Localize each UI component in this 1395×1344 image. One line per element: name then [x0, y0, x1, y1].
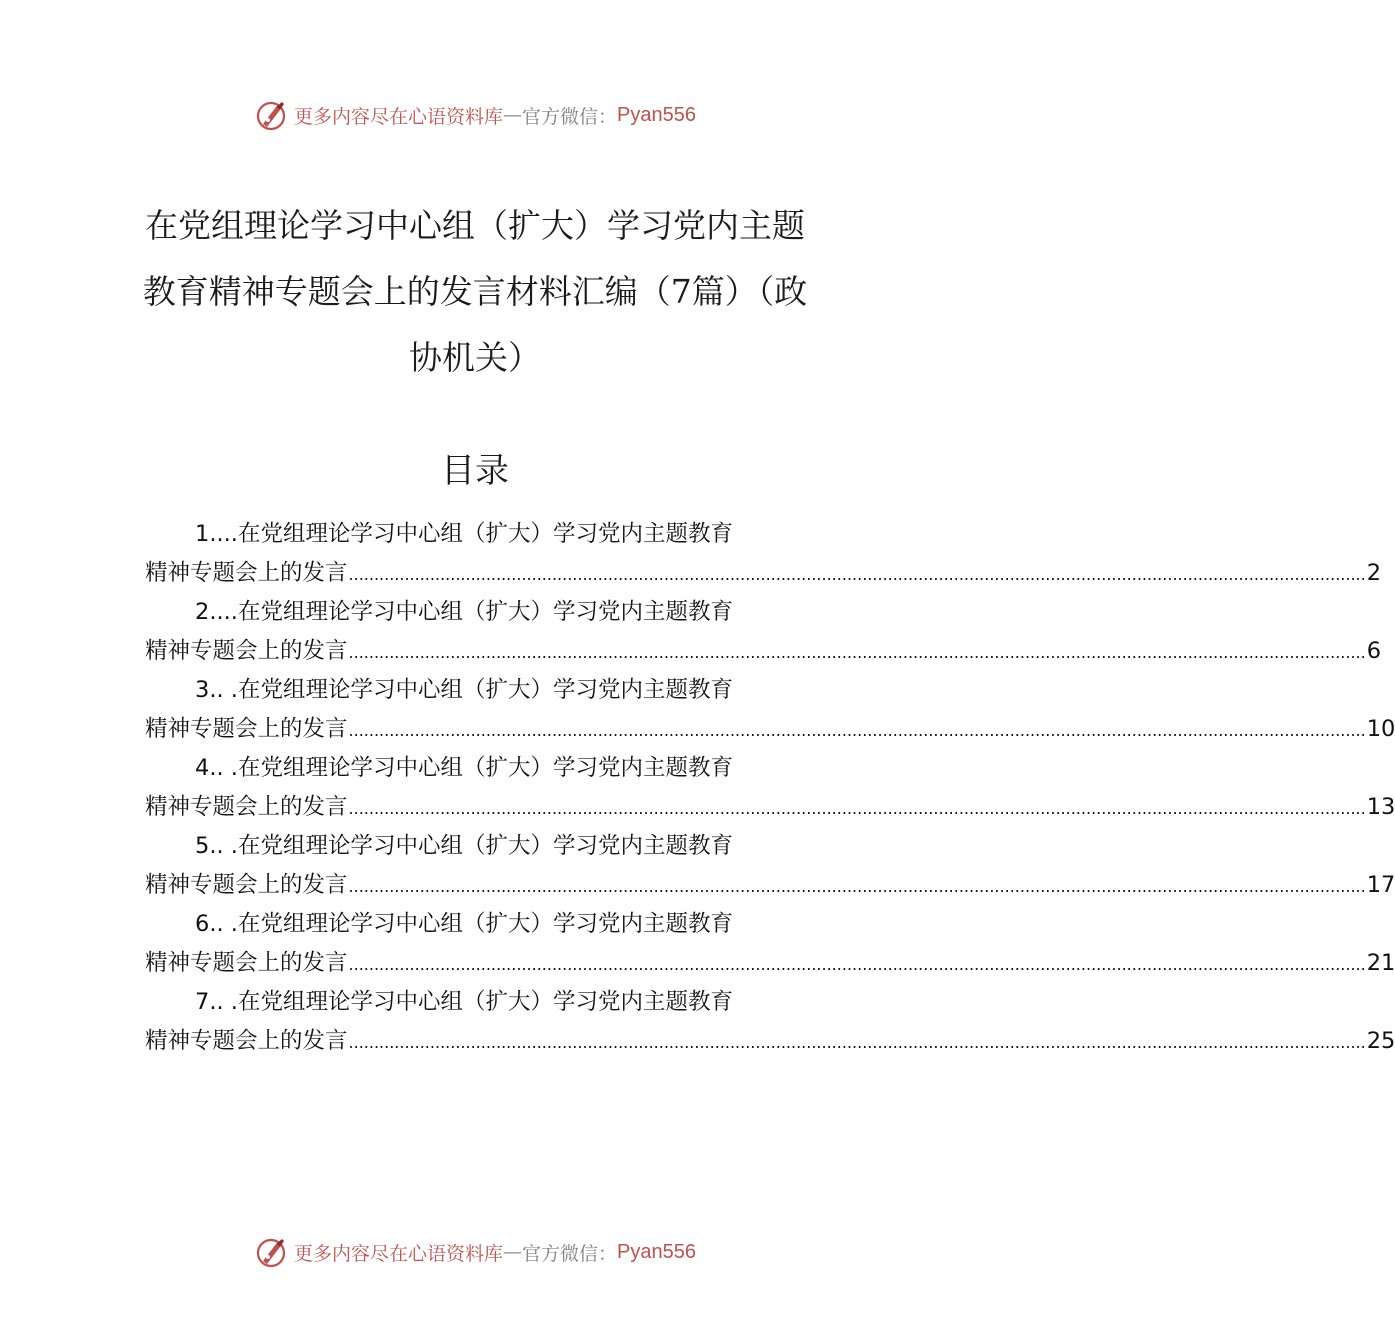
watermark-banner-top: [0, 95, 950, 135]
toc-entry-title: 在党组理论学习中心组（扩大）学习党内主题教育: [237, 755, 733, 781]
toc-entry-title: 在党组理论学习中心组（扩大）学习党内主题教育: [237, 911, 733, 937]
toc-page-number: 21: [1366, 950, 1395, 976]
toc-dot-leader: ........................................................................................................................................................................................................: [348, 565, 1366, 584]
watermark-text: 更多内容尽在心语资料库: [294, 1242, 504, 1265]
table-of-contents: [145, 515, 1395, 1061]
toc-entry-number: 7.. .: [195, 989, 238, 1015]
toc-dot-leader: ........................................................................................................................................................................................................: [348, 721, 1366, 740]
watermark-banner-bottom: [0, 1232, 950, 1272]
toc-dot-leader: ........................................................................................................................................................................................................: [348, 955, 1366, 974]
watermark-separator: —: [503, 1241, 523, 1263]
toc-entry-5[interactable]: [145, 827, 1395, 905]
fountain-pen-logo-icon: [254, 98, 288, 132]
toc-dot-leader: ........................................................................................................................................................................................................: [348, 643, 1366, 662]
watermark-wechat-label: 官方微信：: [522, 1242, 618, 1265]
toc-page-number: 17: [1366, 872, 1395, 898]
toc-dot-leader: ........................................................................................................................................................................................................: [348, 799, 1366, 818]
toc-entry-title: 在党组理论学习中心组（扩大）学习党内主题教育: [237, 521, 733, 547]
toc-entry-number: 2....: [195, 599, 238, 625]
toc-entry-title-cont: 精神专题会上的发言: [145, 794, 348, 820]
toc-entry-title: 在党组理论学习中心组（扩大）学习党内主题教育: [237, 833, 733, 859]
toc-dot-leader: ........................................................................................................................................................................................................: [348, 1033, 1366, 1052]
watermark-wechat-id: Pyan556: [617, 1240, 696, 1263]
toc-entry-4[interactable]: [145, 749, 1395, 827]
toc-entry-title-cont: 精神专题会上的发言: [145, 638, 348, 664]
toc-entry-7[interactable]: [145, 983, 1395, 1061]
toc-entry-title-cont: 精神专题会上的发言: [145, 560, 348, 586]
toc-entry-number: 5.. .: [195, 833, 238, 859]
toc-entry-title: 在党组理论学习中心组（扩大）学习党内主题教育: [237, 989, 733, 1015]
toc-page-number: 25: [1366, 1028, 1395, 1054]
document-title: 在党组理论学习中心组（扩大）学习党内主题教育精神专题会上的发言材料汇编（7篇）（政协机关）: [142, 206, 808, 377]
toc-entry-title-cont: 精神专题会上的发言: [145, 872, 348, 898]
watermark-wechat-id: Pyan556: [617, 103, 696, 126]
fountain-pen-logo-icon: [254, 1235, 288, 1269]
toc-page-number: 13: [1366, 794, 1395, 820]
watermark-wechat-label: 官方微信：: [522, 105, 618, 128]
toc-dot-leader: ........................................................................................................................................................................................................: [348, 877, 1366, 896]
toc-entry-title-cont: 精神专题会上的发言: [145, 1028, 348, 1054]
toc-entry-number: 1....: [195, 521, 238, 547]
toc-entry-3[interactable]: [145, 671, 1395, 749]
watermark-separator: —: [503, 104, 523, 126]
toc-entry-title: 在党组理论学习中心组（扩大）学习党内主题教育: [237, 599, 733, 625]
toc-entry-1[interactable]: [145, 515, 1382, 593]
toc-entry-6[interactable]: [145, 905, 1395, 983]
watermark-text: 更多内容尽在心语资料库: [294, 105, 504, 128]
toc-page-number: 10: [1366, 716, 1395, 742]
toc-page-number: 6: [1366, 638, 1382, 664]
toc-heading: 目录: [441, 451, 509, 491]
toc-entry-number: 4.. .: [195, 755, 238, 781]
toc-entry-title-cont: 精神专题会上的发言: [145, 716, 348, 742]
toc-entry-number: 3.. .: [195, 677, 238, 703]
toc-page-number: 2: [1366, 560, 1382, 586]
toc-entry-title: 在党组理论学习中心组（扩大）学习党内主题教育: [237, 677, 733, 703]
toc-entry-number: 6.. .: [195, 911, 238, 937]
toc-entry-2[interactable]: [145, 593, 1382, 671]
toc-entry-title-cont: 精神专题会上的发言: [145, 950, 348, 976]
